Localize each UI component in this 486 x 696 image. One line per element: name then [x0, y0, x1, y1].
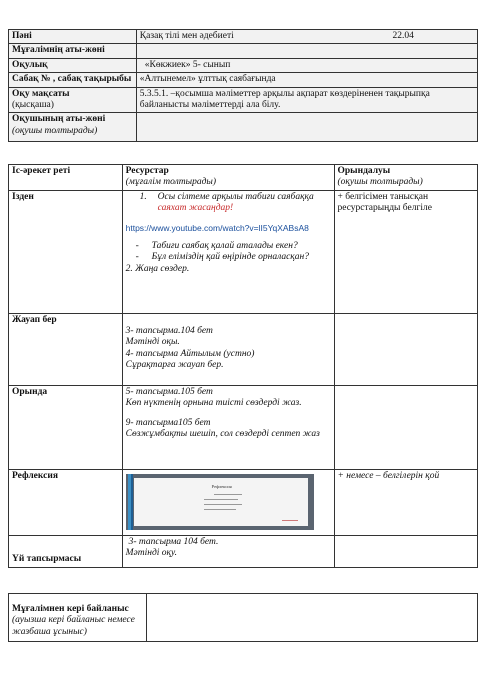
izden-item1-body [144, 192, 327, 215]
zhauap-label: Жауап бер [9, 313, 123, 385]
class-row [9, 58, 478, 72]
student-value[interactable] [136, 113, 477, 142]
goal-label: Оқу мақсаты [12, 88, 70, 99]
feedback-sub: (ауызша кері байланыс немесе жазбаша ұсыныс) [12, 615, 135, 637]
feedback-label-cell [9, 594, 147, 642]
oryn-result[interactable] [334, 385, 478, 469]
lesson-value: «Алтынемел» ұлттық саябағында [136, 73, 477, 87]
izden-result: + белгісімен танысқан ресурстарыңды белгіле [334, 190, 478, 313]
home-line2: Мәтінді оқу. [125, 548, 177, 559]
feedback-row [9, 594, 478, 642]
activity-header-row [9, 165, 478, 191]
izden-question-1: - Табиғи саябақ қалай аталады екен? [152, 241, 331, 252]
subject-row [9, 30, 478, 44]
zhauap-line1: 3- тапсырма.104 бет [125, 325, 213, 336]
oryn-label: Орында [9, 385, 123, 469]
reflex-result: + немесе – белгілерін қой [334, 469, 478, 535]
row-oryn [9, 385, 478, 469]
col-result-header-cell [334, 165, 478, 191]
subject-value: Қазақ тілі мен әдебиеті [139, 31, 234, 41]
col-result-sub: (оқушы толтырады) [337, 177, 423, 188]
goal-row [9, 87, 478, 113]
izden-item1 [126, 192, 331, 215]
reflex-resources [122, 469, 334, 535]
goal-value: 5.3.5.1. –қосымша мәліметтер арқылы ақпарат көздеріненен тақырыпқа байланысты мәліметтерді ала білу. [136, 87, 477, 113]
teacher-row [9, 44, 478, 58]
subject-cell [136, 30, 477, 44]
reflection-slide-image [126, 474, 314, 530]
student-label-cell [9, 113, 137, 142]
home-resources [122, 535, 334, 567]
col-resources-header-cell [122, 165, 334, 191]
goal-label-sub: (қысқаша) [12, 99, 54, 110]
home-result[interactable] [334, 535, 478, 567]
goal-label-cell [9, 87, 137, 113]
subject-label: Пәні [9, 30, 137, 44]
class-value: «Көкжиек» 5- сынып [136, 58, 477, 72]
row-zhauap [9, 313, 478, 385]
lesson-row [9, 73, 478, 87]
izden-resources [122, 190, 334, 313]
oryn-line1: 5- тапсырма.105 бет [125, 386, 213, 397]
zhauap-resources [122, 313, 334, 385]
row-reflex [9, 469, 478, 535]
col-resources-header: Ресурстар [125, 166, 169, 176]
oryn-line3: 9- тапсырма105 бет [125, 417, 211, 428]
izden-item1-red: саяхат жасаңдар! [157, 203, 234, 214]
izden-question-2: - Бұл еліміздің қай өңірінде орналасқан? [152, 252, 331, 263]
home-line1: 3- тапсырма 104 бет. [128, 536, 219, 547]
home-label: Үй тапсырмасы [9, 535, 123, 567]
izden-label: Ізден [9, 190, 123, 313]
teacher-value[interactable] [136, 44, 477, 58]
student-label: Оқушының аты-жөні [12, 114, 106, 125]
izden-questions [126, 241, 331, 264]
class-label: Оқулық [9, 58, 137, 72]
zhauap-result[interactable] [334, 313, 478, 385]
row-izden [9, 190, 478, 313]
zhauap-line2: Мәтінді оқы. [125, 337, 180, 348]
activity-table [8, 164, 478, 568]
lesson-date: 22.04 [392, 31, 414, 41]
youtube-link[interactable]: https://www.youtube.com/watch?v=lI5YqXABsA8 [125, 222, 309, 233]
slide-title: Рефлексия [211, 483, 232, 489]
izden-item1-text: Осы сілтеме арқылы табиғи саябаққа [157, 191, 314, 202]
col-result-header: Орындалуы [337, 166, 391, 176]
oryn-resources [122, 385, 334, 469]
feedback-value[interactable] [146, 594, 477, 642]
row-home [9, 535, 478, 567]
reflex-label: Рефлексия [9, 469, 123, 535]
feedback-label: Мұғалімнен кері байланыс [12, 604, 129, 614]
oryn-line4: Сөзжұмбақты шешіп, сол сөздерді септеп жаз [125, 428, 320, 439]
col-step-header: Іс-әрекет реті [9, 165, 123, 191]
feedback-table [8, 593, 478, 642]
student-row [9, 113, 478, 142]
zhauap-line3: 4- тапсырма Айтылым (устно) [125, 348, 255, 359]
izden-item2: 2. Жаңа сөздер. [125, 263, 190, 274]
teacher-label: Мұғалімнің аты-жөні [9, 44, 137, 58]
izden-item1-num: 1. [139, 191, 147, 202]
lesson-label: Сабақ № , сабақ тақырыбы [9, 73, 137, 87]
lesson-info-table [8, 29, 478, 142]
student-label-sub: (оқушы толтырады) [12, 125, 98, 136]
zhauap-line4: Сұрақтарға жауап бер. [125, 359, 224, 370]
oryn-line2: Көп нүктенің орнына тиісті сөздерді жаз. [125, 398, 302, 409]
col-resources-sub: (мұғалім толтырады) [125, 177, 216, 188]
